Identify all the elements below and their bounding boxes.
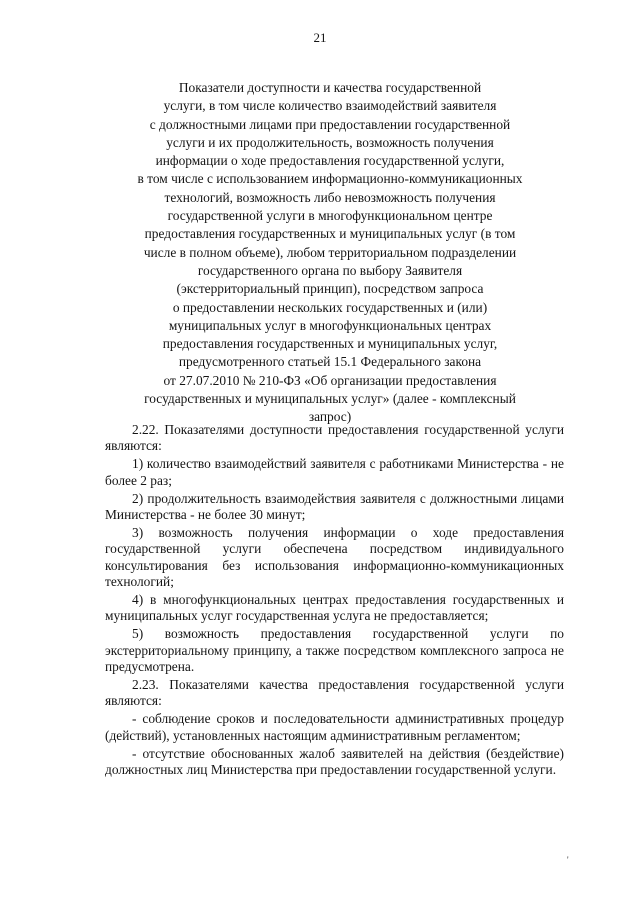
heading-line: в том числе с использованием информационно-коммуникационных: [137, 171, 523, 187]
list-item-2: 2) продолжительность взаимодействия заявителя с должностными лицами Министерства - не более 30 минут;: [105, 490, 564, 523]
heading-line: (экстерриториальный принцип), посредством запроса: [176, 281, 484, 297]
heading-line: от 27.07.2010 № 210-ФЗ «Об организации предоставления: [163, 372, 497, 388]
heading-line: запрос): [308, 409, 352, 425]
list-item-1: 1) количество взаимодействий заявителя с работниками Министерства - не более 2 раз;: [105, 456, 564, 488]
heading-line: числе в полном объеме), любом территориальном подразделении: [143, 244, 517, 260]
page-number: 21: [313, 30, 327, 45]
dash-item-1: - соблюдение сроков и последовательности административных процедур (действий), установленных настоящим административным регламентом;: [105, 711, 564, 743]
paragraph-2-23: 2.23. Показателями качества предоставления государственной услуги являются:: [105, 677, 564, 709]
heading-line: услуги, в том числе количество взаимодействий заявителя: [163, 98, 497, 114]
section-heading: [100, 79, 560, 427]
dash-item-2: - отсутствие обоснованных жалоб заявителей на действия (бездействие) должностных лиц Министерства при предоставлении государственной услуги.: [105, 745, 564, 778]
list-item-4: 4) в многофункциональных центрах предоставления государственных и муниципальных услуг государственная услуга не предоставляется;: [105, 592, 564, 624]
heading-line: государственного органа по выбору Заявителя: [197, 262, 463, 278]
heading-line: о предоставлении нескольких государственных и (или): [172, 299, 488, 315]
heading-line: услуги и их продолжительность, возможность получения: [166, 134, 494, 150]
paragraph-2-22: 2.22. Показателями доступности предоставления государственной услуги являются:: [105, 422, 564, 454]
heading-line: с должностными лицами при предоставлении государственной: [149, 116, 511, 132]
list-item-5: 5) возможность предоставления государственной услуги по экстерриториальному принципу, а также посредством комплексного запроса не предусмотрена.: [105, 626, 564, 674]
body-text: [105, 422, 564, 778]
corner-mark: ': [567, 855, 569, 865]
heading-line: Показатели доступности и качества государственной: [178, 80, 482, 95]
heading-line: предоставления государственных и муниципальных услуг,: [162, 336, 498, 352]
heading-line: государственной услуги в многофункциональном центре: [167, 208, 493, 224]
heading-line: муниципальных услуг в многофункциональных центрах: [168, 317, 492, 333]
heading-line: предоставления государственных и муниципальных услуг (в том: [144, 226, 516, 242]
heading-line: информации о ходе предоставления государственной услуги,: [155, 153, 505, 169]
list-item-3: 3) возможность получения информации о ходе предоставления государственной услуги обеспечена посредством индивидуального консультирования без использования информационно-коммуникационных технологий;: [105, 525, 564, 589]
heading-line: технологий, возможность либо невозможность получения: [164, 189, 496, 205]
heading-line: государственных и муниципальных услуг» (далее - комплексный: [144, 391, 516, 407]
heading-line: предусмотренного статьей 15.1 Федерального закона: [178, 354, 482, 370]
